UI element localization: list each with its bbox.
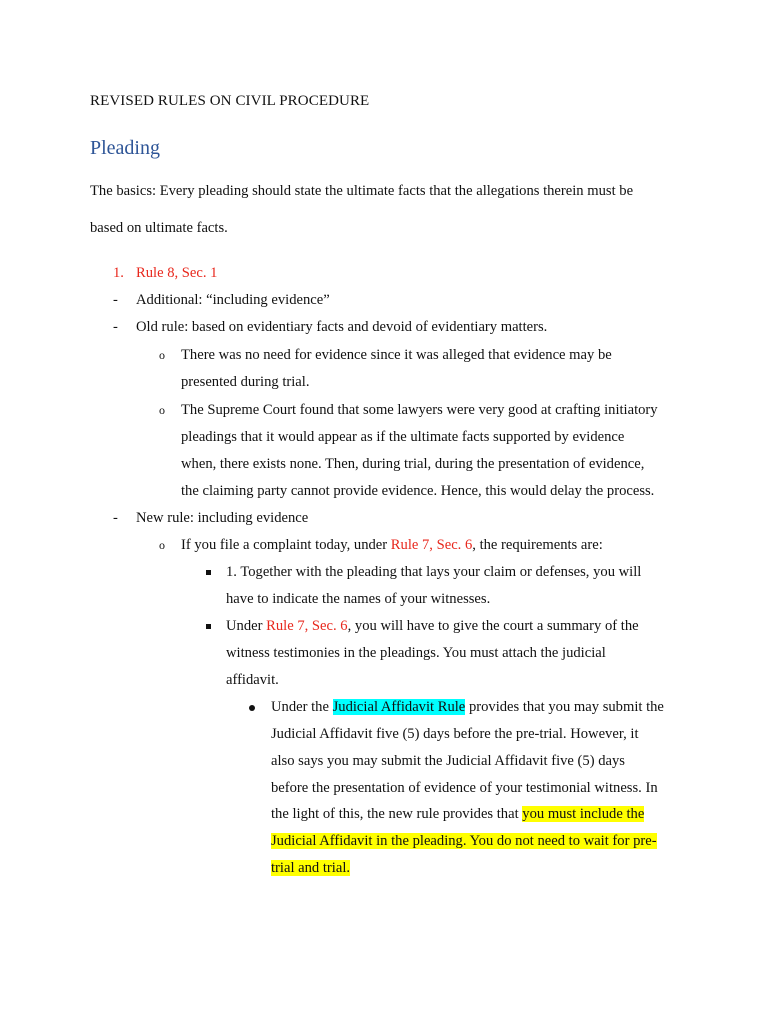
jar-line-2: Judicial Affidavit five (5) days before the pre-trial. However, it xyxy=(271,726,639,742)
old-rule-sub2-line-3: when, there exists none. Then, during trial, during the presentation of evidence, xyxy=(181,456,645,472)
jar-line-1 xyxy=(271,698,664,716)
item-1-rule-reference: Rule 8, Sec. 1 xyxy=(136,265,218,281)
circle-bullet: o xyxy=(159,348,165,362)
old-rule-text: Old rule: based on evidentiary facts and devoid of evidentiary matters. xyxy=(136,319,548,335)
rule-7-sec-6-reference: Rule 7, Sec. 6 xyxy=(390,537,473,553)
jar-l1-pre: Under the xyxy=(271,699,333,715)
additional-note: Additional: “including evidence” xyxy=(136,292,330,308)
item-1-number: 1. xyxy=(113,265,124,281)
square-bullet xyxy=(206,570,211,575)
rule-7-sec-6-reference: Rule 7, Sec. 6 xyxy=(266,618,348,634)
req2-line-2: witness testimonies in the pleadings. You must attach the judicial xyxy=(226,645,606,661)
dash-bullet: - xyxy=(113,292,118,308)
judicial-affidavit-rule-highlight: Judicial Affidavit Rule xyxy=(332,699,466,715)
document-title: REVISED RULES ON CIVIL PROCEDURE xyxy=(90,93,370,109)
new-rule-highlight: Judicial Affidavit in the pleading. You do not need to wait for pre- xyxy=(271,833,657,849)
new-rule-text: New rule: including evidence xyxy=(136,510,309,526)
new-rule-highlight: you must include the xyxy=(522,806,645,822)
section-heading: Pleading xyxy=(90,137,160,159)
old-rule-sub2-line-1: The Supreme Court found that some lawyers were very good at crafting initiatory xyxy=(181,402,658,418)
basics-line-1: The basics: Every pleading should state the ultimate facts that the allegations therein must be xyxy=(90,183,634,199)
old-rule-sub1-line-1: There was no need for evidence since it was alleged that evidence may be xyxy=(181,347,612,363)
new-rule-highlight: trial and trial. xyxy=(271,860,351,876)
square-bullet xyxy=(206,624,211,629)
round-bullet xyxy=(249,705,255,711)
basics-line-2: based on ultimate facts. xyxy=(90,220,228,236)
jar-line-6 xyxy=(271,832,657,850)
dash-bullet: - xyxy=(113,510,118,526)
jar-line-4: before the presentation of evidence of your testimonial witness. In xyxy=(271,780,658,796)
old-rule-sub2-line-4: the claiming party cannot provide evidence. Hence, this would delay the process. xyxy=(181,483,655,499)
req1-line-2: have to indicate the names of your witnesses. xyxy=(226,591,491,607)
circle-bullet: o xyxy=(159,538,165,552)
dash-bullet: - xyxy=(113,319,118,335)
complaint-pre: If you file a complaint today, under xyxy=(181,537,391,553)
complaint-line xyxy=(181,536,603,554)
old-rule-sub2-line-2: pleadings that it would appear as if the ultimate facts supported by evidence xyxy=(181,429,625,445)
jar-line-5 xyxy=(271,805,644,823)
jar-line-7 xyxy=(271,859,350,877)
req1-line-1: 1. Together with the pleading that lays your claim or defenses, you will xyxy=(226,564,642,580)
old-rule-sub1-line-2: presented during trial. xyxy=(181,374,310,390)
req2-pre: Under xyxy=(226,618,267,634)
req2-line-1 xyxy=(226,617,639,635)
complaint-post: , the requirements are: xyxy=(472,537,603,553)
jar-l5-pre: the light of this, the new rule provides that xyxy=(271,806,523,822)
jar-l1-post: provides that you may submit the xyxy=(465,699,664,715)
circle-bullet: o xyxy=(159,403,165,417)
req2-line-3: affidavit. xyxy=(226,672,279,688)
req2-post: , you will have to give the court a summary of the xyxy=(347,618,639,634)
jar-line-3: also says you may submit the Judicial Affidavit five (5) days xyxy=(271,753,625,769)
